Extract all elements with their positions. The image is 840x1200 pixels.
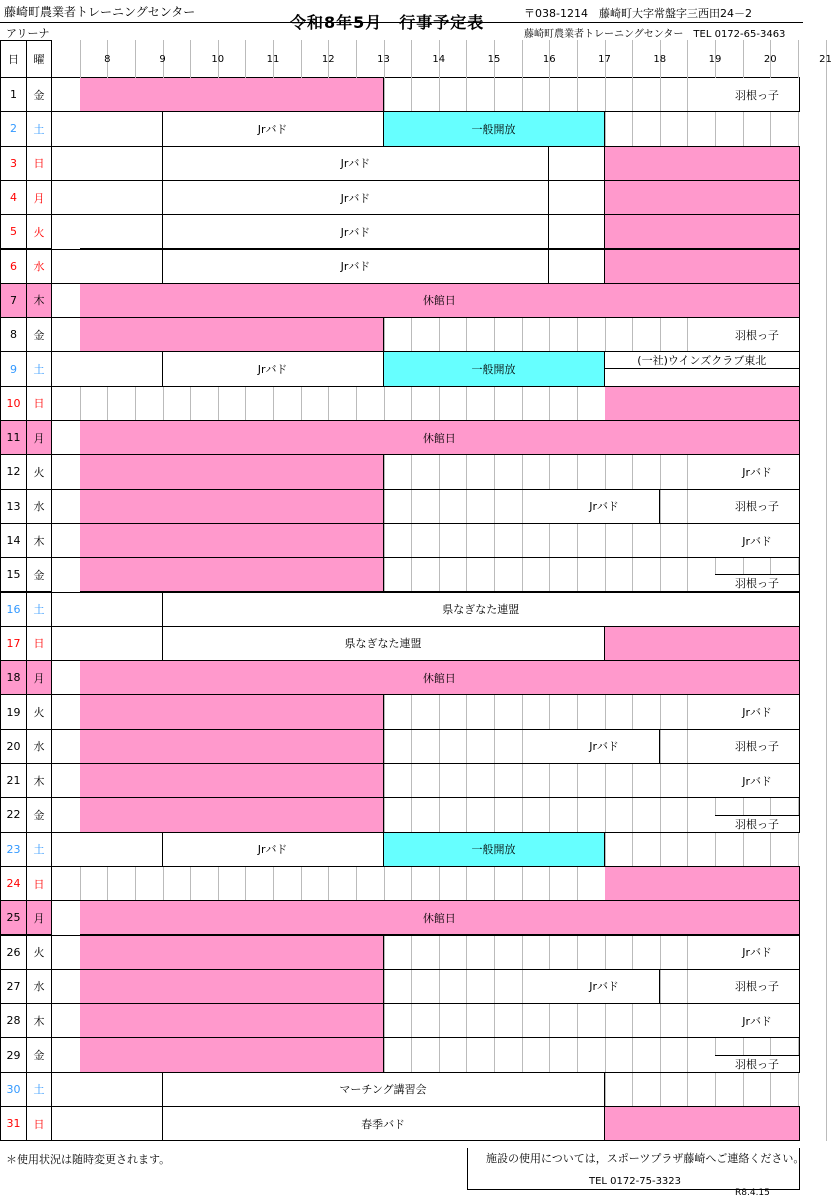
closed-block xyxy=(80,764,384,798)
booking-split xyxy=(715,558,800,592)
day-cell: 1 xyxy=(0,78,27,112)
booking-block: 春季バド xyxy=(163,1107,605,1141)
day-cell: 15 xyxy=(0,558,27,592)
weekday-cell: 水 xyxy=(27,970,52,1004)
booking-block xyxy=(549,181,604,215)
weekday-cell: 金 xyxy=(27,78,52,112)
empty-slot xyxy=(80,867,605,901)
empty-slot xyxy=(384,970,550,1004)
weekday-cell: 木 xyxy=(27,1004,52,1038)
closed-block xyxy=(605,181,801,215)
empty-slot xyxy=(384,730,550,764)
weekday-cell: 木 xyxy=(27,524,52,558)
weekday-cell: 日 xyxy=(27,1107,52,1141)
empty-slot xyxy=(384,1004,716,1038)
empty-slot xyxy=(660,730,715,764)
day-cell: 9 xyxy=(0,352,27,386)
weekday-cell: 水 xyxy=(27,250,52,284)
booking-label: (一社)ウインズクラブ東北 xyxy=(637,354,767,368)
booking-block: Jrバド xyxy=(715,936,800,970)
day-cell: 26 xyxy=(0,936,27,970)
booking-block xyxy=(80,147,163,181)
day-cell: 3 xyxy=(0,147,27,181)
weekday-cell: 水 xyxy=(27,730,52,764)
day-cell: 28 xyxy=(0,1004,27,1038)
footer-version: R8.4.15 xyxy=(735,1188,770,1198)
weekday-cell: 土 xyxy=(27,833,52,867)
empty-slot xyxy=(384,524,716,558)
weekday-cell: 土 xyxy=(27,593,52,627)
booking-block: Jrバド xyxy=(163,250,550,284)
booking-block: 県なぎなた連盟 xyxy=(163,627,605,661)
booking-block: Jrバド xyxy=(163,215,550,249)
closed-block: 休館日 xyxy=(80,421,800,455)
day-cell: 29 xyxy=(0,1038,27,1072)
address: 〒038-1214 藤崎町大字常盤字三西田24－2 xyxy=(524,7,752,20)
day-cell: 21 xyxy=(0,764,27,798)
day-cell: 10 xyxy=(0,387,27,421)
booking-label: 羽根っ子 xyxy=(715,815,799,832)
booking-block: Jrバド xyxy=(163,112,384,146)
booking-block: 羽根っ子 xyxy=(715,318,800,352)
booking-block: 羽根っ子 xyxy=(715,78,800,112)
footer-tel: TEL 0172-75-3323 xyxy=(589,1176,682,1187)
empty-slot xyxy=(384,695,716,729)
empty-slot xyxy=(384,318,716,352)
empty-slot xyxy=(605,833,801,867)
weekday-cell: 金 xyxy=(27,318,52,352)
closed-block xyxy=(605,1107,801,1141)
footer-note: ＊使用状況は随時変更されます。 xyxy=(6,1153,171,1166)
weekday-cell: 月 xyxy=(27,661,52,695)
weekday-cell: 水 xyxy=(27,490,52,524)
closed-block xyxy=(80,78,384,112)
booking-block xyxy=(80,250,163,284)
col-header-day: 日 xyxy=(0,40,27,78)
closed-block xyxy=(80,695,384,729)
closed-block xyxy=(80,970,384,1004)
weekday-cell: 火 xyxy=(27,455,52,489)
footer-contact: 施設の使用については，スポーツプラザ藤崎へご連絡ください。 xyxy=(486,1152,805,1165)
booking-block xyxy=(80,215,163,249)
booking-block: Jrバド xyxy=(163,833,384,867)
empty-slot xyxy=(384,455,716,489)
day-cell: 22 xyxy=(0,798,27,832)
booking-block: Jrバド xyxy=(549,970,660,1004)
closed-block xyxy=(605,627,801,661)
closed-block xyxy=(80,798,384,832)
booking-block: Jrバド xyxy=(715,455,800,489)
weekday-cell: 木 xyxy=(27,764,52,798)
weekday-cell: 木 xyxy=(27,284,52,318)
closed-block xyxy=(605,147,801,181)
hour-label-19: 19 xyxy=(708,53,722,65)
closed-block: 休館日 xyxy=(80,901,800,935)
empty-slot xyxy=(660,970,715,1004)
weekday-cell: 月 xyxy=(27,421,52,455)
day-cell: 20 xyxy=(0,730,27,764)
hour-label-11: 11 xyxy=(266,53,280,65)
empty-slot xyxy=(384,78,716,112)
weekday-cell: 土 xyxy=(27,112,52,146)
booking-block xyxy=(80,1107,163,1141)
day-cell: 31 xyxy=(0,1107,27,1141)
booking-split xyxy=(715,1038,800,1072)
empty-slot xyxy=(384,490,550,524)
hour-label-8: 8 xyxy=(104,53,111,65)
empty-slot xyxy=(605,112,801,146)
hour-label-10: 10 xyxy=(211,53,225,65)
day-cell: 24 xyxy=(0,867,27,901)
day-cell: 16 xyxy=(0,593,27,627)
booking-block: Jrバド xyxy=(549,490,660,524)
day-cell: 6 xyxy=(0,250,27,284)
booking-block xyxy=(549,147,604,181)
weekday-cell: 日 xyxy=(27,387,52,421)
booking-block xyxy=(80,181,163,215)
hour-label-21: 21 xyxy=(819,53,832,65)
booking-blank xyxy=(715,798,799,814)
closed-block xyxy=(80,730,384,764)
open-block: 一般開放 xyxy=(384,352,605,386)
day-cell: 30 xyxy=(0,1073,27,1107)
weekday-cell: 火 xyxy=(27,936,52,970)
hour-label-12: 12 xyxy=(321,53,335,65)
booking-block: Jrバド xyxy=(715,764,800,798)
day-cell: 13 xyxy=(0,490,27,524)
empty-slot xyxy=(384,558,716,592)
org-name: 藤崎町農業者トレーニングセンター xyxy=(4,5,196,19)
contact-line: 藤崎町農業者トレーニングセンター TEL 0172-65-3463 xyxy=(524,29,786,40)
day-cell: 2 xyxy=(0,112,27,146)
weekday-cell: 日 xyxy=(27,147,52,181)
closed-block: 休館日 xyxy=(80,661,800,695)
booking-blank xyxy=(605,368,800,385)
day-cell: 14 xyxy=(0,524,27,558)
booking-block xyxy=(80,627,163,661)
booking-block: 羽根っ子 xyxy=(715,730,800,764)
empty-slot xyxy=(384,764,716,798)
booking-label: 羽根っ子 xyxy=(715,1055,799,1072)
weekday-cell: 金 xyxy=(27,1038,52,1072)
weekday-cell: 土 xyxy=(27,352,52,386)
empty-slot xyxy=(384,936,716,970)
booking-blank xyxy=(715,558,799,574)
closed-block xyxy=(80,558,384,592)
empty-slot xyxy=(384,1038,716,1072)
booking-block xyxy=(80,352,163,386)
closed-block: 休館日 xyxy=(80,284,800,318)
day-cell: 17 xyxy=(0,627,27,661)
col-header-dow: 曜 xyxy=(27,40,52,78)
booking-block xyxy=(549,215,604,249)
booking-block: Jrバド xyxy=(715,524,800,558)
booking-block xyxy=(80,593,163,627)
booking-split xyxy=(605,352,801,386)
closed-block xyxy=(80,1038,384,1072)
closed-block xyxy=(605,387,801,421)
closed-block xyxy=(605,215,801,249)
hour-label-15: 15 xyxy=(487,53,501,65)
closed-block xyxy=(80,1004,384,1038)
weekday-cell: 土 xyxy=(27,1073,52,1107)
hour-label-17: 17 xyxy=(598,53,611,65)
weekday-cell: 金 xyxy=(27,558,52,592)
weekday-cell: 火 xyxy=(27,215,52,249)
hour-label-18: 18 xyxy=(653,53,667,65)
day-cell: 19 xyxy=(0,695,27,729)
booking-block: Jrバド xyxy=(715,1004,800,1038)
booking-block xyxy=(80,1073,163,1107)
day-cell: 12 xyxy=(0,455,27,489)
empty-slot xyxy=(660,490,715,524)
grid-line xyxy=(826,40,827,1141)
closed-block xyxy=(80,524,384,558)
booking-block: 県なぎなた連盟 xyxy=(163,593,801,627)
hour-label-20: 20 xyxy=(763,53,777,65)
day-cell: 5 xyxy=(0,215,27,249)
hour-label-14: 14 xyxy=(432,53,446,65)
booking-block: マーチング講習会 xyxy=(163,1073,605,1107)
hour-label-13: 13 xyxy=(377,53,390,65)
day-cell: 25 xyxy=(0,901,27,935)
booking-block: Jrバド xyxy=(715,695,800,729)
day-cell: 8 xyxy=(0,318,27,352)
closed-block xyxy=(80,490,384,524)
weekday-cell: 日 xyxy=(27,867,52,901)
closed-block xyxy=(80,318,384,352)
open-block: 一般開放 xyxy=(384,112,605,146)
booking-block: Jrバド xyxy=(549,730,660,764)
booking-block: Jrバド xyxy=(163,181,550,215)
hour-label-16: 16 xyxy=(542,53,556,65)
closed-block xyxy=(80,936,384,970)
row-border xyxy=(0,1140,800,1141)
empty-slot xyxy=(605,1073,801,1107)
booking-block: Jrバド xyxy=(163,352,384,386)
facility-name: アリーナ xyxy=(6,27,50,40)
page-title: 令和8年5月 行事予定表 xyxy=(290,13,485,32)
weekday-cell: 火 xyxy=(27,695,52,729)
booking-block xyxy=(80,833,163,867)
open-block: 一般開放 xyxy=(384,833,605,867)
booking-label: 羽根っ子 xyxy=(715,574,799,591)
day-cell: 4 xyxy=(0,181,27,215)
booking-block: 羽根っ子 xyxy=(715,970,800,1004)
hour-label-9: 9 xyxy=(159,53,166,65)
weekday-cell: 月 xyxy=(27,181,52,215)
weekday-cell: 金 xyxy=(27,798,52,832)
booking-block: 羽根っ子 xyxy=(715,490,800,524)
booking-blank xyxy=(715,1038,799,1054)
booking-block xyxy=(80,112,163,146)
day-cell: 27 xyxy=(0,970,27,1004)
closed-block xyxy=(80,455,384,489)
booking-block: Jrバド xyxy=(163,147,550,181)
closed-block xyxy=(605,250,801,284)
weekday-cell: 月 xyxy=(27,901,52,935)
booking-block xyxy=(549,250,604,284)
weekday-cell: 日 xyxy=(27,627,52,661)
booking-split xyxy=(715,798,800,832)
closed-block xyxy=(605,867,801,901)
day-cell: 7 xyxy=(0,284,27,318)
day-cell: 23 xyxy=(0,833,27,867)
day-cell: 11 xyxy=(0,421,27,455)
empty-slot xyxy=(80,387,605,421)
empty-slot xyxy=(384,798,716,832)
day-cell: 18 xyxy=(0,661,27,695)
